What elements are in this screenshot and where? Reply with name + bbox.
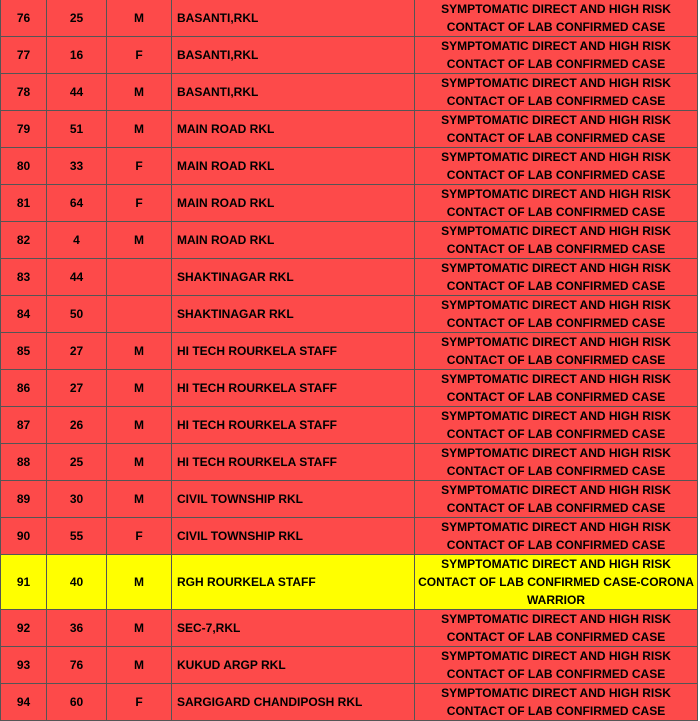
reason-cell: SYMPTOMATIC DIRECT AND HIGH RISK CONTACT OF LAB CONFIRMED CASE (415, 407, 698, 444)
sex-cell: M (107, 444, 172, 481)
sex-cell: M (107, 333, 172, 370)
table-row (1, 407, 698, 444)
age-cell: 76 (47, 647, 107, 684)
address-cell: HI TECH ROURKELA STAFF (172, 370, 415, 407)
sex-cell: M (107, 0, 172, 37)
sl-cell: 81 (1, 185, 47, 222)
reason-cell: SYMPTOMATIC DIRECT AND HIGH RISK CONTACT OF LAB CONFIRMED CASE (415, 333, 698, 370)
age-cell: 40 (47, 555, 107, 610)
address-cell: BASANTI,RKL (172, 37, 415, 74)
sex-cell: M (107, 111, 172, 148)
sex-cell: F (107, 148, 172, 185)
sex-cell: M (107, 610, 172, 647)
table-row (1, 296, 698, 333)
address-cell: HI TECH ROURKELA STAFF (172, 407, 415, 444)
age-cell: 25 (47, 0, 107, 37)
reason-cell: SYMPTOMATIC DIRECT AND HIGH RISK CONTACT OF LAB CONFIRMED CASE (415, 444, 698, 481)
sl-cell: 91 (1, 555, 47, 610)
sl-cell: 93 (1, 647, 47, 684)
address-cell: SHAKTINAGAR RKL (172, 259, 415, 296)
age-cell: 44 (47, 74, 107, 111)
age-cell: 44 (47, 259, 107, 296)
sl-cell: 84 (1, 296, 47, 333)
sl-cell: 89 (1, 481, 47, 518)
age-cell: 4 (47, 222, 107, 259)
reason-cell: SYMPTOMATIC DIRECT AND HIGH RISK CONTACT OF LAB CONFIRMED CASE (415, 185, 698, 222)
table-row (1, 610, 698, 647)
sex-cell: M (107, 647, 172, 684)
sl-cell: 94 (1, 684, 47, 721)
reason-cell: SYMPTOMATIC DIRECT AND HIGH RISK CONTACT OF LAB CONFIRMED CASE (415, 684, 698, 721)
table-row (1, 518, 698, 555)
address-cell: SHAKTINAGAR RKL (172, 296, 415, 333)
sex-cell: F (107, 518, 172, 555)
age-cell: 27 (47, 370, 107, 407)
address-cell: HI TECH ROURKELA STAFF (172, 444, 415, 481)
sl-cell: 86 (1, 370, 47, 407)
sl-cell: 92 (1, 610, 47, 647)
age-cell: 33 (47, 148, 107, 185)
table-row (1, 370, 698, 407)
reason-cell: SYMPTOMATIC DIRECT AND HIGH RISK CONTACT OF LAB CONFIRMED CASE-CORONA WARRIOR (415, 555, 698, 610)
table-row (1, 259, 698, 296)
sl-cell: 90 (1, 518, 47, 555)
sl-cell: 76 (1, 0, 47, 37)
address-cell: HI TECH ROURKELA STAFF (172, 333, 415, 370)
address-cell: MAIN ROAD RKL (172, 111, 415, 148)
sex-cell: F (107, 684, 172, 721)
address-cell: KUKUD ARGP RKL (172, 647, 415, 684)
sl-cell: 80 (1, 148, 47, 185)
reason-cell: SYMPTOMATIC DIRECT AND HIGH RISK CONTACT OF LAB CONFIRMED CASE (415, 259, 698, 296)
sl-cell: 78 (1, 74, 47, 111)
address-cell: BASANTI,RKL (172, 74, 415, 111)
address-cell: CIVIL TOWNSHIP RKL (172, 518, 415, 555)
reason-cell: SYMPTOMATIC DIRECT AND HIGH RISK CONTACT OF LAB CONFIRMED CASE (415, 481, 698, 518)
table-row (1, 37, 698, 74)
age-cell: 51 (47, 111, 107, 148)
reason-cell: SYMPTOMATIC DIRECT AND HIGH RISK CONTACT OF LAB CONFIRMED CASE (415, 0, 698, 37)
sl-cell: 83 (1, 259, 47, 296)
sex-cell: F (107, 37, 172, 74)
sl-cell: 87 (1, 407, 47, 444)
table-row (1, 481, 698, 518)
reason-cell: SYMPTOMATIC DIRECT AND HIGH RISK CONTACT OF LAB CONFIRMED CASE (415, 148, 698, 185)
sl-cell: 79 (1, 111, 47, 148)
sex-cell: M (107, 74, 172, 111)
age-cell: 27 (47, 333, 107, 370)
age-cell: 36 (47, 610, 107, 647)
address-cell: MAIN ROAD RKL (172, 148, 415, 185)
sex-cell: M (107, 555, 172, 610)
address-cell: CIVIL TOWNSHIP RKL (172, 481, 415, 518)
reason-cell: SYMPTOMATIC DIRECT AND HIGH RISK CONTACT OF LAB CONFIRMED CASE (415, 37, 698, 74)
address-cell: SARGIGARD CHANDIPOSH RKL (172, 684, 415, 721)
age-cell: 16 (47, 37, 107, 74)
address-cell: MAIN ROAD RKL (172, 222, 415, 259)
address-cell: RGH ROURKELA STAFF (172, 555, 415, 610)
age-cell: 55 (47, 518, 107, 555)
sl-cell: 88 (1, 444, 47, 481)
table-row (1, 148, 698, 185)
reason-cell: SYMPTOMATIC DIRECT AND HIGH RISK CONTACT OF LAB CONFIRMED CASE (415, 111, 698, 148)
sex-cell (107, 296, 172, 333)
age-cell: 60 (47, 684, 107, 721)
table-row (1, 333, 698, 370)
table-row (1, 444, 698, 481)
age-cell: 25 (47, 444, 107, 481)
sex-cell: M (107, 481, 172, 518)
table-row (1, 647, 698, 684)
sex-cell: M (107, 370, 172, 407)
reason-cell: SYMPTOMATIC DIRECT AND HIGH RISK CONTACT OF LAB CONFIRMED CASE (415, 296, 698, 333)
sl-cell: 85 (1, 333, 47, 370)
reason-cell: SYMPTOMATIC DIRECT AND HIGH RISK CONTACT OF LAB CONFIRMED CASE (415, 74, 698, 111)
table-row (1, 222, 698, 259)
sl-cell: 82 (1, 222, 47, 259)
sex-cell (107, 259, 172, 296)
address-cell: SEC-7,RKL (172, 610, 415, 647)
reason-cell: SYMPTOMATIC DIRECT AND HIGH RISK CONTACT OF LAB CONFIRMED CASE (415, 222, 698, 259)
sex-cell: F (107, 185, 172, 222)
address-cell: BASANTI,RKL (172, 0, 415, 37)
table-row (1, 555, 698, 610)
reason-cell: SYMPTOMATIC DIRECT AND HIGH RISK CONTACT OF LAB CONFIRMED CASE (415, 518, 698, 555)
age-cell: 64 (47, 185, 107, 222)
age-cell: 30 (47, 481, 107, 518)
table-row (1, 0, 698, 37)
table-row (1, 684, 698, 721)
sex-cell: M (107, 222, 172, 259)
reason-cell: SYMPTOMATIC DIRECT AND HIGH RISK CONTACT OF LAB CONFIRMED CASE (415, 610, 698, 647)
case-table-body (1, 0, 698, 721)
age-cell: 50 (47, 296, 107, 333)
sex-cell: M (107, 407, 172, 444)
reason-cell: SYMPTOMATIC DIRECT AND HIGH RISK CONTACT OF LAB CONFIRMED CASE (415, 647, 698, 684)
table-row (1, 185, 698, 222)
address-cell: MAIN ROAD RKL (172, 185, 415, 222)
table-row (1, 111, 698, 148)
table-row (1, 74, 698, 111)
sl-cell: 77 (1, 37, 47, 74)
age-cell: 26 (47, 407, 107, 444)
reason-cell: SYMPTOMATIC DIRECT AND HIGH RISK CONTACT OF LAB CONFIRMED CASE (415, 370, 698, 407)
